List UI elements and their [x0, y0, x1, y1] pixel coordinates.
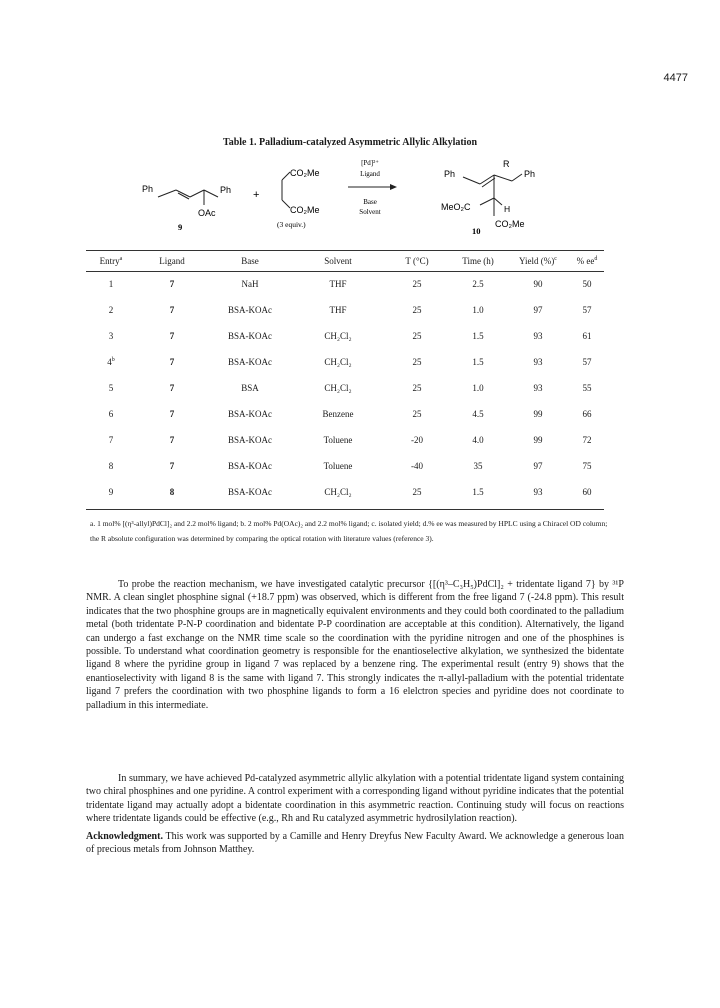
cell-base: BSA-KOAc: [228, 409, 272, 419]
reaction-scheme: [90, 150, 650, 260]
cell-entry: 9: [108, 487, 114, 497]
table-row: [86, 401, 604, 427]
table-row: [86, 427, 604, 453]
cell-entry: 2: [108, 305, 114, 315]
cell-temp: 25: [412, 409, 422, 419]
cell-entry: 8: [108, 461, 114, 471]
product-structure: [463, 174, 522, 216]
table-bottom-rule: [86, 509, 604, 510]
cell-time: 1.0: [472, 305, 484, 315]
acknowledgment-heading: Acknowledgment.: [86, 831, 163, 842]
cell-ee: 57: [582, 305, 592, 315]
cell-ee: 55: [582, 383, 592, 393]
cell-ee: 61: [582, 331, 592, 341]
cell-entry: 1: [108, 279, 114, 289]
header-solvent: Solvent: [324, 256, 352, 266]
header-entry: Entry$^a$: [99, 256, 123, 266]
cell-ee: 72: [582, 435, 592, 445]
header-ligand: Ligand: [159, 256, 185, 266]
cell-base: BSA-KOAc: [228, 487, 272, 497]
product-ph-left: Ph: [444, 169, 456, 179]
cell-yield: 99: [533, 435, 543, 445]
cell-ee: 75: [582, 461, 592, 471]
substrate-oac: OAc: [198, 208, 216, 218]
malonate-top: CO₂Me: [290, 168, 320, 178]
table-row: [86, 297, 604, 323]
cell-solvent: CH₂Cl₂: [324, 487, 352, 497]
cell-base: BSA-KOAc: [228, 331, 272, 341]
acknowledgment-paragraph: [86, 830, 624, 857]
table-row: [86, 375, 604, 401]
cell-solvent: CH₂Cl₂: [324, 331, 352, 341]
substrate-number: 9: [178, 222, 183, 232]
cell-ligand: 7: [169, 435, 175, 445]
cell-yield: 93: [533, 357, 543, 367]
plus-sign: +: [253, 189, 260, 201]
malonate-equiv: (3 equiv.): [277, 220, 306, 229]
cell-entry: 6: [108, 409, 114, 419]
header-base: Base: [241, 256, 259, 266]
cell-temp: 25: [412, 357, 422, 367]
table-row: [86, 323, 604, 349]
table-row: [86, 271, 604, 297]
body-paragraph-summary: In summary, we have achieved Pd-catalyzed asymmetric allylic alkylation with a potential tridentate ligand system containing two chiral phosphines and one pyridine. A control experiment with a corresponding ligand without pyridine indicates that the potential tridentate ligand may actually adopt a bidentate coordination in this asymmetric reaction. Continuing study will focus on reactions where tridentate ligands could be effective (e.g., Rh and Ru catalyzed asymmetric hydrosilylation reaction).: [86, 773, 624, 825]
cell-temp: 25: [412, 487, 422, 497]
cell-entry: 5: [108, 383, 114, 393]
cell-time: 1.0: [472, 383, 484, 393]
cell-solvent: THF: [329, 279, 347, 289]
arrow-solvent: Solvent: [359, 208, 381, 216]
cell-temp: 25: [412, 383, 422, 393]
cell-time: 35: [473, 461, 483, 471]
cell-ligand: 7: [169, 331, 175, 341]
cell-entry: 7: [108, 435, 114, 445]
cell-yield: 97: [533, 461, 543, 471]
cell-temp: 25: [412, 331, 422, 341]
cell-temp: -40: [411, 461, 423, 471]
cell-temp: -20: [411, 435, 423, 445]
body-paragraph-mechanism: To probe the reaction mechanism, we have investigated catalytic precursor {[(η³–C₃H₅)PdCl]₂ + tridentate ligand 7} by ³¹P NMR. A clean singlet phosphine signal (+18.7 ppm) was observed, which is different from the free ligand 7 (-24.8 ppm). This result indicates that the two phosphine groups are in magnetically equivalent environments and they could both coordinated to the palladium metal (both tridentate P-N-P coordination and bidentate P-P coordination are acceptable at this condition). Alternatively, the ligand can undergo a fast exchange on the NMR time scale so the coordination with the pyridine nitrogen and one of the phosphines is possible. To understand what coordination geometry is responsible for the enantioselective alkylation, we synthesized the bidentate ligand 8 where the pyridine group in ligand 7 was replaced by a benzene ring. The experimental result (entry 9) shows that the enantioselectivity with ligand 8 is the same with ligand 7. This strongly indicates the π-allyl-palladium with the potential tridentate ligand 7 prefers the coordination with two phosphine ligands to form a 16 elelctron species and pyridine does not coordinate to palladium in this intermediate.: [86, 579, 624, 711]
cell-solvent: CH₂Cl₂: [324, 383, 352, 393]
cell-ee: 57: [582, 357, 592, 367]
header-ee: % $ee^d$: [576, 256, 598, 266]
cell-ligand: 7: [169, 383, 175, 393]
cell-solvent: Toluene: [323, 435, 353, 445]
cell-ligand: 7: [169, 461, 175, 471]
table-title: Table 1. Palladium-catalyzed Asymmetric Allylic Alkylation: [222, 137, 478, 148]
arrow-catalyst: [Pd]²⁺: [361, 159, 379, 167]
table-row: [86, 349, 604, 375]
cell-time: 4.5: [472, 409, 484, 419]
cell-base: BSA-KOAc: [228, 461, 272, 471]
cell-solvent: CH₂Cl₂: [324, 357, 352, 367]
cell-base: BSA: [241, 383, 259, 393]
malonate-bottom: CO₂Me: [290, 205, 320, 215]
product-number: 10: [472, 226, 481, 236]
cell-entry: 4$^b$: [107, 357, 115, 367]
cell-ee: 66: [582, 409, 592, 419]
header-time: Time (h): [462, 256, 494, 266]
cell-solvent: THF: [329, 305, 347, 315]
arrow-ligand: Ligand: [360, 170, 380, 178]
substrate-structure: [158, 190, 218, 205]
cell-ligand: 7: [169, 305, 175, 315]
header-yield: Yield (%)$^c$: [519, 256, 557, 266]
cell-yield: 93: [533, 383, 543, 393]
cell-base: BSA-KOAc: [228, 435, 272, 445]
arrow-base: Base: [363, 198, 377, 206]
malonate-structure: [282, 172, 290, 208]
cell-yield: 90: [533, 279, 543, 289]
table-header-row: [86, 251, 604, 271]
cell-ee: 50: [582, 279, 592, 289]
product-h: H: [504, 204, 511, 214]
product-ester-left: MeO₂C: [441, 202, 471, 212]
header-temp: T (°C): [405, 256, 429, 266]
cell-solvent: Toluene: [323, 461, 353, 471]
table-row: [86, 479, 604, 505]
cell-yield: 93: [533, 487, 543, 497]
table-row: [86, 453, 604, 479]
cell-solvent: Benzene: [322, 409, 354, 419]
cell-time: 1.5: [472, 357, 484, 367]
cell-yield: 93: [533, 331, 543, 341]
cell-base: BSA-KOAc: [228, 357, 272, 367]
cell-ligand: 7: [169, 409, 175, 419]
substrate-ph-right: Ph: [220, 185, 232, 195]
cell-ligand: 7: [169, 279, 175, 289]
cell-temp: 25: [412, 279, 422, 289]
cell-time: 2.5: [472, 279, 484, 289]
results-table: [86, 251, 604, 505]
product-config: R: [503, 159, 510, 169]
substrate-ph-left: Ph: [142, 184, 154, 194]
cell-time: 1.5: [472, 331, 484, 341]
cell-ligand: 8: [169, 487, 175, 497]
reaction-arrow: [348, 184, 397, 190]
cell-base: NaH: [241, 279, 259, 289]
cell-base: BSA-KOAc: [228, 305, 272, 315]
cell-yield: 97: [533, 305, 543, 315]
cell-ligand: 7: [169, 357, 175, 367]
cell-time: 1.5: [472, 487, 484, 497]
page-number: 4477: [663, 72, 688, 84]
acknowledgment-text: This work was supported by a Camille and Henry Dreyfus New Faculty Award. We acknowledge a generous loan of precious metals from Johnson Matthey.: [86, 831, 624, 856]
cell-time: 4.0: [472, 435, 484, 445]
product-ester-right: CO₂Me: [495, 219, 525, 229]
product-ph-right: Ph: [524, 169, 536, 179]
cell-temp: 25: [412, 305, 422, 315]
cell-entry: 3: [108, 331, 114, 341]
cell-yield: 99: [533, 409, 543, 419]
cell-ee: 60: [582, 487, 592, 497]
table-footnote: a. 1 mol% [(η³-allyl)PdCl]₂ and 2.2 mol% ligand; b. 2 mol% Pd(OAc)₂ and 2.2 mol% ligand; c. isolated yield; d.% ee was measured by HPLC using a Chiracel OD column; the R absolute configuration was determined by comparing the optical rotation with literature values (reference 3).: [90, 519, 608, 543]
